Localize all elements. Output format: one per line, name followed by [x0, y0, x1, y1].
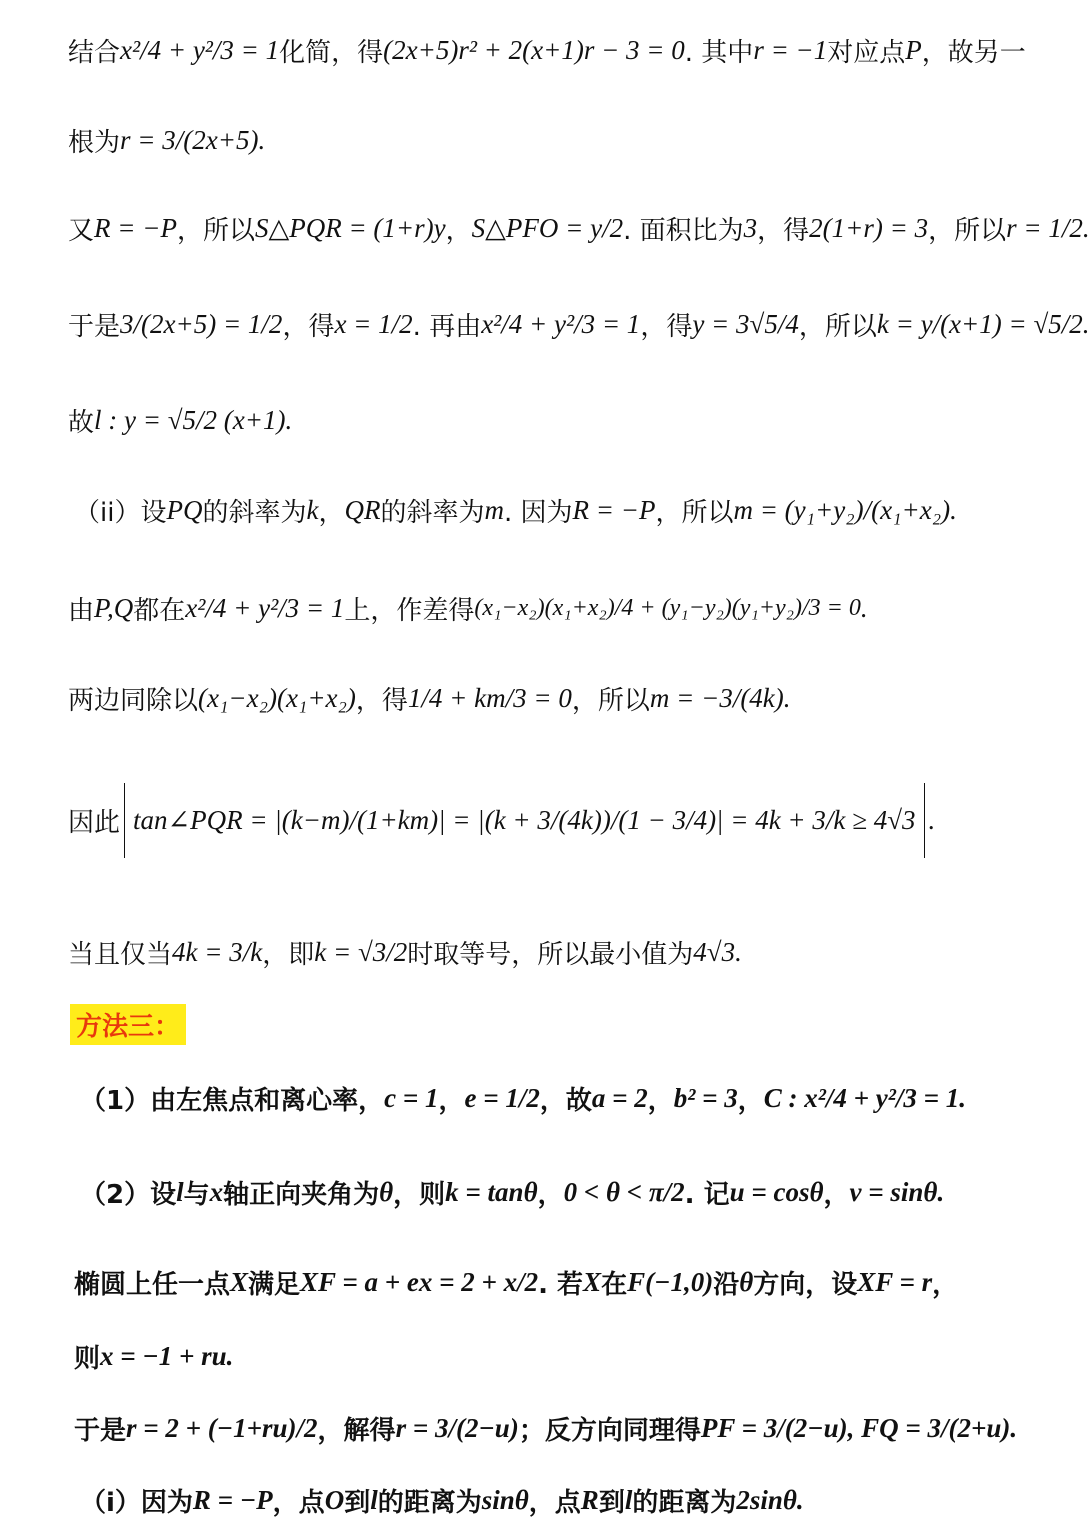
- formula: X: [583, 1266, 602, 1297]
- formula: R = −P: [192, 1484, 273, 1515]
- text-line-9: [68, 760, 1060, 880]
- formula: x²/4 + y²/3 = 1: [120, 34, 280, 65]
- text: . 其中: [684, 37, 754, 68]
- text: ，得: [640, 311, 693, 342]
- formula: k = y/(x+1) = √5/2: [876, 308, 1083, 339]
- text: .: [285, 404, 293, 435]
- text: .: [950, 494, 957, 525]
- text: （1）由左焦点和离心率，: [80, 1085, 385, 1116]
- text: . 再由: [412, 311, 482, 342]
- text: 与: [183, 1179, 210, 1210]
- text: 的斜率为: [380, 497, 485, 528]
- text: 当且仅当: [68, 939, 173, 970]
- text: ，: [737, 1085, 764, 1116]
- formula: u = cosθ: [729, 1176, 824, 1207]
- text-line-15: [74, 1334, 1060, 1378]
- text: ，所以: [655, 497, 734, 528]
- text: 椭圆上任一点: [74, 1269, 231, 1300]
- method-three-label: 方法三：: [70, 1004, 186, 1045]
- text-line-13: [80, 1162, 1060, 1222]
- text: 到: [344, 1487, 371, 1518]
- text: . 因为: [503, 497, 573, 528]
- text: ，所以: [176, 215, 255, 246]
- formula: (x₁−x₂)(x₁+x₂)/4 + (y₁−y₂)(y₁+y₂)/3 = 0: [474, 594, 861, 621]
- text: 化简，得: [279, 37, 384, 68]
- text: ，解得: [317, 1415, 396, 1446]
- text: .: [1010, 1412, 1018, 1443]
- formula: r = 3/(2−u): [395, 1412, 519, 1443]
- formula: (2x+5)r² + 2(x+1)r − 3 = 0: [383, 34, 685, 65]
- formula: x²/4 + y²/3 = 1: [481, 308, 641, 339]
- formula: m: [484, 494, 504, 525]
- text: .: [783, 682, 791, 713]
- formula: P,Q: [94, 592, 134, 623]
- text: 两边同除以: [68, 685, 199, 716]
- formula: 2(1+r) = 3: [809, 212, 929, 243]
- text: （ii）设: [74, 497, 167, 528]
- text: .: [226, 1340, 234, 1371]
- text: ，: [932, 1269, 959, 1300]
- text: . 记: [684, 1179, 730, 1210]
- formula: a = 2: [591, 1082, 648, 1113]
- formula: X: [230, 1266, 249, 1297]
- formula: x²/4 + y²/3 = 1: [185, 592, 345, 623]
- text-line-17: [80, 1480, 1060, 1520]
- formula: y = 3√5/4: [692, 308, 799, 339]
- text: ；反方向同理得: [518, 1415, 701, 1446]
- formula: QR: [344, 494, 381, 525]
- text: . 面积比为: [623, 215, 744, 246]
- text: 故: [68, 407, 95, 438]
- text-line-1: [68, 22, 1060, 78]
- text-line-3: [68, 200, 1090, 256]
- text: ，: [438, 1085, 465, 1116]
- text: 根为: [68, 127, 121, 158]
- text: ，故另一: [921, 37, 1026, 68]
- formula: 4√3: [693, 936, 736, 967]
- text: ，: [445, 215, 472, 246]
- text: .: [1082, 212, 1090, 243]
- text: ，得: [282, 311, 335, 342]
- formula: S△PQR = (1+r)y: [254, 212, 446, 243]
- formula: PQ: [166, 494, 203, 525]
- formula: sinθ: [481, 1484, 529, 1515]
- text: .: [258, 124, 266, 155]
- formula: (x₁−x₂)(x₁+x₂): [198, 682, 356, 713]
- formula: O: [324, 1484, 345, 1515]
- text-line-5: [68, 390, 1060, 450]
- text: 又: [68, 215, 95, 246]
- text: 因此: [68, 807, 121, 838]
- text-line-8: [68, 668, 1060, 728]
- formula: r = 1/2: [1006, 212, 1083, 243]
- text-line-16: [74, 1398, 1060, 1458]
- text: ，所以: [798, 311, 877, 342]
- text: .: [937, 1176, 945, 1207]
- text: ，: [537, 1179, 564, 1210]
- text: ，: [318, 497, 345, 528]
- text: ，则: [393, 1179, 446, 1210]
- text: . 若: [538, 1269, 584, 1300]
- formula: 3: [743, 212, 758, 243]
- formula: k = tanθ: [445, 1176, 538, 1207]
- formula: k: [306, 494, 319, 525]
- formula: l: [370, 1484, 378, 1515]
- text: .: [1082, 308, 1090, 339]
- formula: k = √3/2: [314, 936, 408, 967]
- text-line-7: [68, 578, 1060, 638]
- text: ，所以: [928, 215, 1007, 246]
- formula: l: [176, 1176, 184, 1207]
- text: ，: [823, 1179, 850, 1210]
- text: 则: [74, 1343, 101, 1374]
- formula: b² = 3: [673, 1082, 738, 1113]
- text-line-10: [68, 922, 1060, 982]
- formula: XF = r: [857, 1266, 933, 1297]
- text: .: [928, 804, 936, 835]
- text: .: [735, 936, 742, 967]
- text: ，得: [757, 215, 810, 246]
- formula: r = 3/(2x+5): [120, 124, 259, 155]
- text: .: [959, 1082, 966, 1113]
- text: ，故: [539, 1085, 592, 1116]
- method-heading: [70, 1004, 1060, 1044]
- text: 上，作差得: [344, 595, 475, 626]
- formula: e = 1/2: [464, 1082, 540, 1113]
- formula: x = 1/2: [334, 308, 413, 339]
- formula: l : y = √5/2 (x+1): [94, 404, 286, 435]
- formula: 2sinθ: [736, 1484, 797, 1515]
- text: 到: [598, 1487, 625, 1518]
- formula: PF = 3/(2−u), FQ = 3/(2+u): [700, 1412, 1011, 1443]
- formula: R = −P: [572, 494, 656, 525]
- text: 的斜率为: [202, 497, 307, 528]
- text: ，点: [528, 1487, 581, 1518]
- formula: 0 < θ < π/2: [563, 1176, 685, 1207]
- formula: F(−1,0): [627, 1266, 714, 1297]
- formula: θ: [379, 1176, 394, 1207]
- text: ，点: [272, 1487, 325, 1518]
- formula: v = sinθ: [849, 1176, 938, 1207]
- text: 时取等号，所以最小值为: [407, 939, 694, 970]
- formula: m = (y₁+y₂)/(x₁+x₂): [733, 494, 951, 525]
- text: （2）设: [80, 1179, 177, 1210]
- text-line-12: [80, 1068, 1060, 1128]
- text: ，得: [355, 685, 408, 716]
- text-line-2: [68, 112, 1060, 168]
- text: 的距离为: [632, 1487, 737, 1518]
- formula: C : x²/4 + y²/3 = 1: [763, 1082, 960, 1113]
- text-line-4: [68, 294, 1090, 354]
- text: 在: [601, 1269, 628, 1300]
- text: 于是: [68, 311, 121, 342]
- text-line-14: [74, 1252, 1060, 1312]
- text: 结合: [68, 37, 121, 68]
- text: 于是: [74, 1415, 127, 1446]
- text: 轴正向夹角为: [223, 1179, 380, 1210]
- formula: l: [624, 1484, 633, 1515]
- formula: S△PFO = y/2: [471, 212, 624, 243]
- text: 由: [68, 595, 95, 626]
- formula: r = −1: [753, 34, 828, 65]
- formula: 4k = 3/k: [172, 936, 263, 967]
- text: 满足: [248, 1269, 301, 1300]
- text: 沿: [713, 1269, 740, 1300]
- formula: x: [209, 1176, 224, 1207]
- text-line-6: [74, 480, 1060, 540]
- text: ，即: [262, 939, 315, 970]
- formula: R = −P: [94, 212, 177, 243]
- formula: R: [580, 1484, 599, 1515]
- text: 对应点: [827, 37, 906, 68]
- text: ，: [647, 1085, 674, 1116]
- text: （i）因为: [80, 1487, 193, 1518]
- text: .: [860, 592, 868, 623]
- text: ，所以: [571, 685, 650, 716]
- formula: XF = a + ex = 2 + x/2: [300, 1266, 539, 1297]
- formula: P: [905, 34, 922, 65]
- text: .: [796, 1484, 804, 1515]
- formula: m = −3/(4k): [649, 682, 784, 713]
- formula: c = 1: [384, 1082, 439, 1113]
- text: 方向，设: [753, 1269, 858, 1300]
- formula: x = −1 + ru: [100, 1340, 227, 1371]
- formula: 1/4 + km/3 = 0: [407, 682, 572, 713]
- text: 都在: [133, 595, 186, 626]
- formula: 3/(2x+5) = 1/2: [120, 308, 283, 339]
- formula: θ: [739, 1266, 754, 1297]
- formula: tan∠PQR = |(k−m)/(1+km)| = |(k + 3/(4k))/(1 − 3/4)| = 4k + 3/k ≥ 4√3: [124, 783, 925, 858]
- formula: r = 2 + (−1+ru)/2: [126, 1412, 318, 1443]
- text: 的距离为: [377, 1487, 482, 1518]
